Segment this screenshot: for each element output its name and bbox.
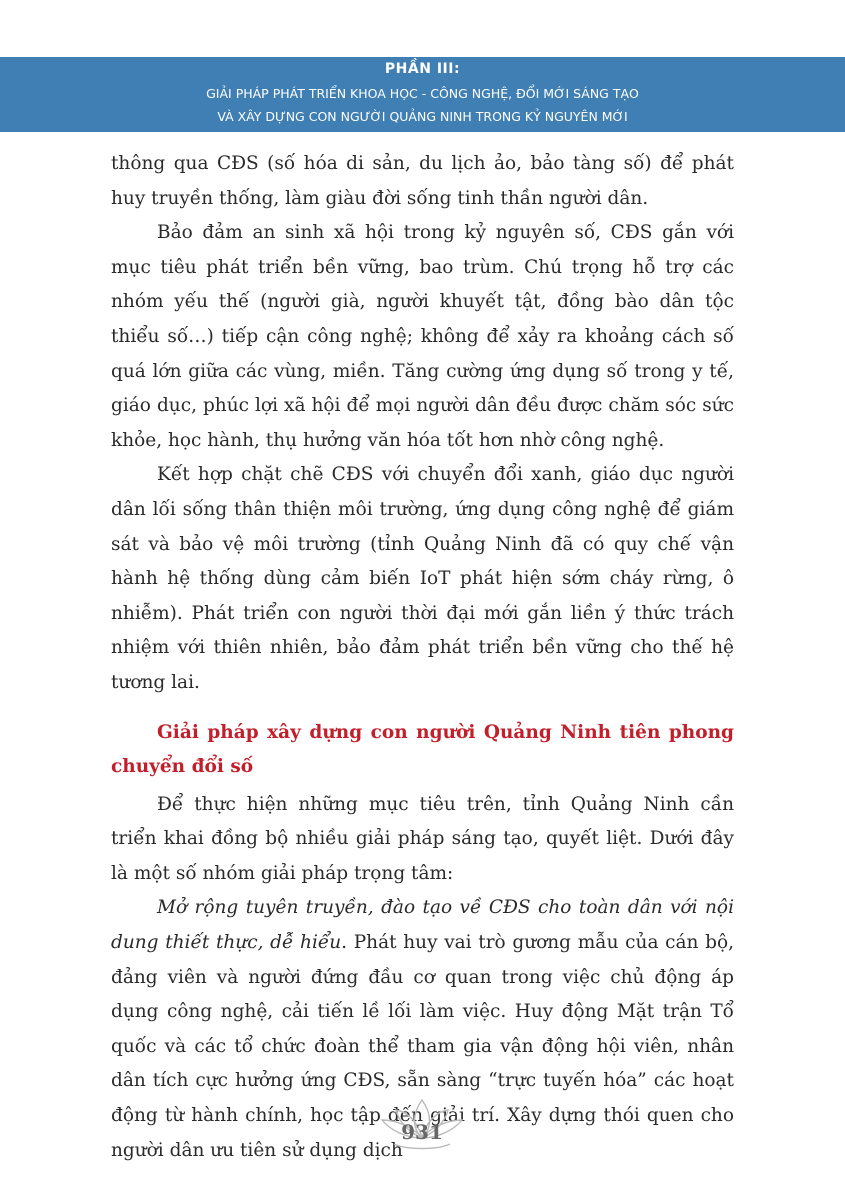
paragraph-continuation: thông qua CĐS (số hóa di sản, du lịch ảo, bảo tàng số) để phát huy truyền thống, làm giàu đời sống tinh thần người dân.: [111, 153, 734, 209]
part-subtitle-line-2: VÀ XÂY DỰNG CON NGƯỜI QUẢNG NINH TRONG KỶ NGUYÊN MỚI: [217, 109, 628, 124]
part-title: PHẦN III:: [384, 61, 461, 77]
page-number: 931: [401, 1120, 443, 1144]
paragraph-social-security: Bảo đảm an sinh xã hội trong kỷ nguyên số, CĐS gắn với mục tiêu phát triển bền vững, bao trùm. Chú trọng hỗ trợ các nhóm yếu thế (người già, người khuyết tật, đồng bào dân tộc thiểu số…) tiếp cận công nghệ; không để xảy ra khoảng cách số quá lớn giữa các vùng, miền. Tăng cường ứng dụng số trong y tế, giáo dục, phúc lợi xã hội để mọi người dân đều được chăm sóc sức khỏe, học hành, thụ hưởng văn hóa tốt hơn nhờ công nghệ.: [111, 222, 734, 451]
page-body: [111, 147, 734, 1168]
chapter-header-banner: [0, 57, 845, 132]
section-heading: Giải pháp xây dựng con người Quảng Ninh tiên phong chuyển đổi số: [111, 721, 734, 778]
paragraph-body: . Phát huy vai trò gương mẫu của cán bộ, đảng viên và người đứng đầu cơ quan trong việc chủ động áp dụng công nghệ, cải tiến lề lối làm việc. Huy động Mặt trận Tổ quốc và các tổ chức đoàn thể tham gia vận động hội viên, nhân dân tích cực hưởng ứng CĐS, sẵn sàng “trực tuyến hóa” các hoạt động từ hành chính, học tập đến giải trí. Xây dựng thói quen cho người dân ưu tiên sử dụng dịch: [111, 932, 734, 1161]
part-subtitle-line-1: GIẢI PHÁP PHÁT TRIỂN KHOA HỌC - CÔNG NGHỆ, ĐỔI MỚI SÁNG TẠO: [206, 86, 639, 101]
paragraph-solutions-intro: Để thực hiện những mục tiêu trên, tỉnh Quảng Ninh cần triển khai đồng bộ nhiều giải pháp sáng tạo, quyết liệt. Dưới đây là một số nhóm giải pháp trọng tâm:: [111, 793, 734, 884]
paragraph-italic-lead: Mở rộng tuyên truyền, đào tạo về CĐS cho toàn dân với nội dung thiết thực, dễ hiểu: [111, 897, 734, 954]
paragraph-green-transition: Kết hợp chặt chẽ CĐS với chuyển đổi xanh, giáo dục người dân lối sống thân thiện môi trường, ứng dụng công nghệ để giám sát và bảo vệ môi trường (tỉnh Quảng Ninh đã có quy chế vận hành hệ thống dùng cảm biến IoT phát hiện sớm cháy rừng, ô nhiễm). Phát triển con người thời đại mới gắn liền ý thức trách nhiệm với thiên nhiên, bảo đảm phát triển bền vững cho thế hệ tương lai.: [111, 464, 734, 693]
